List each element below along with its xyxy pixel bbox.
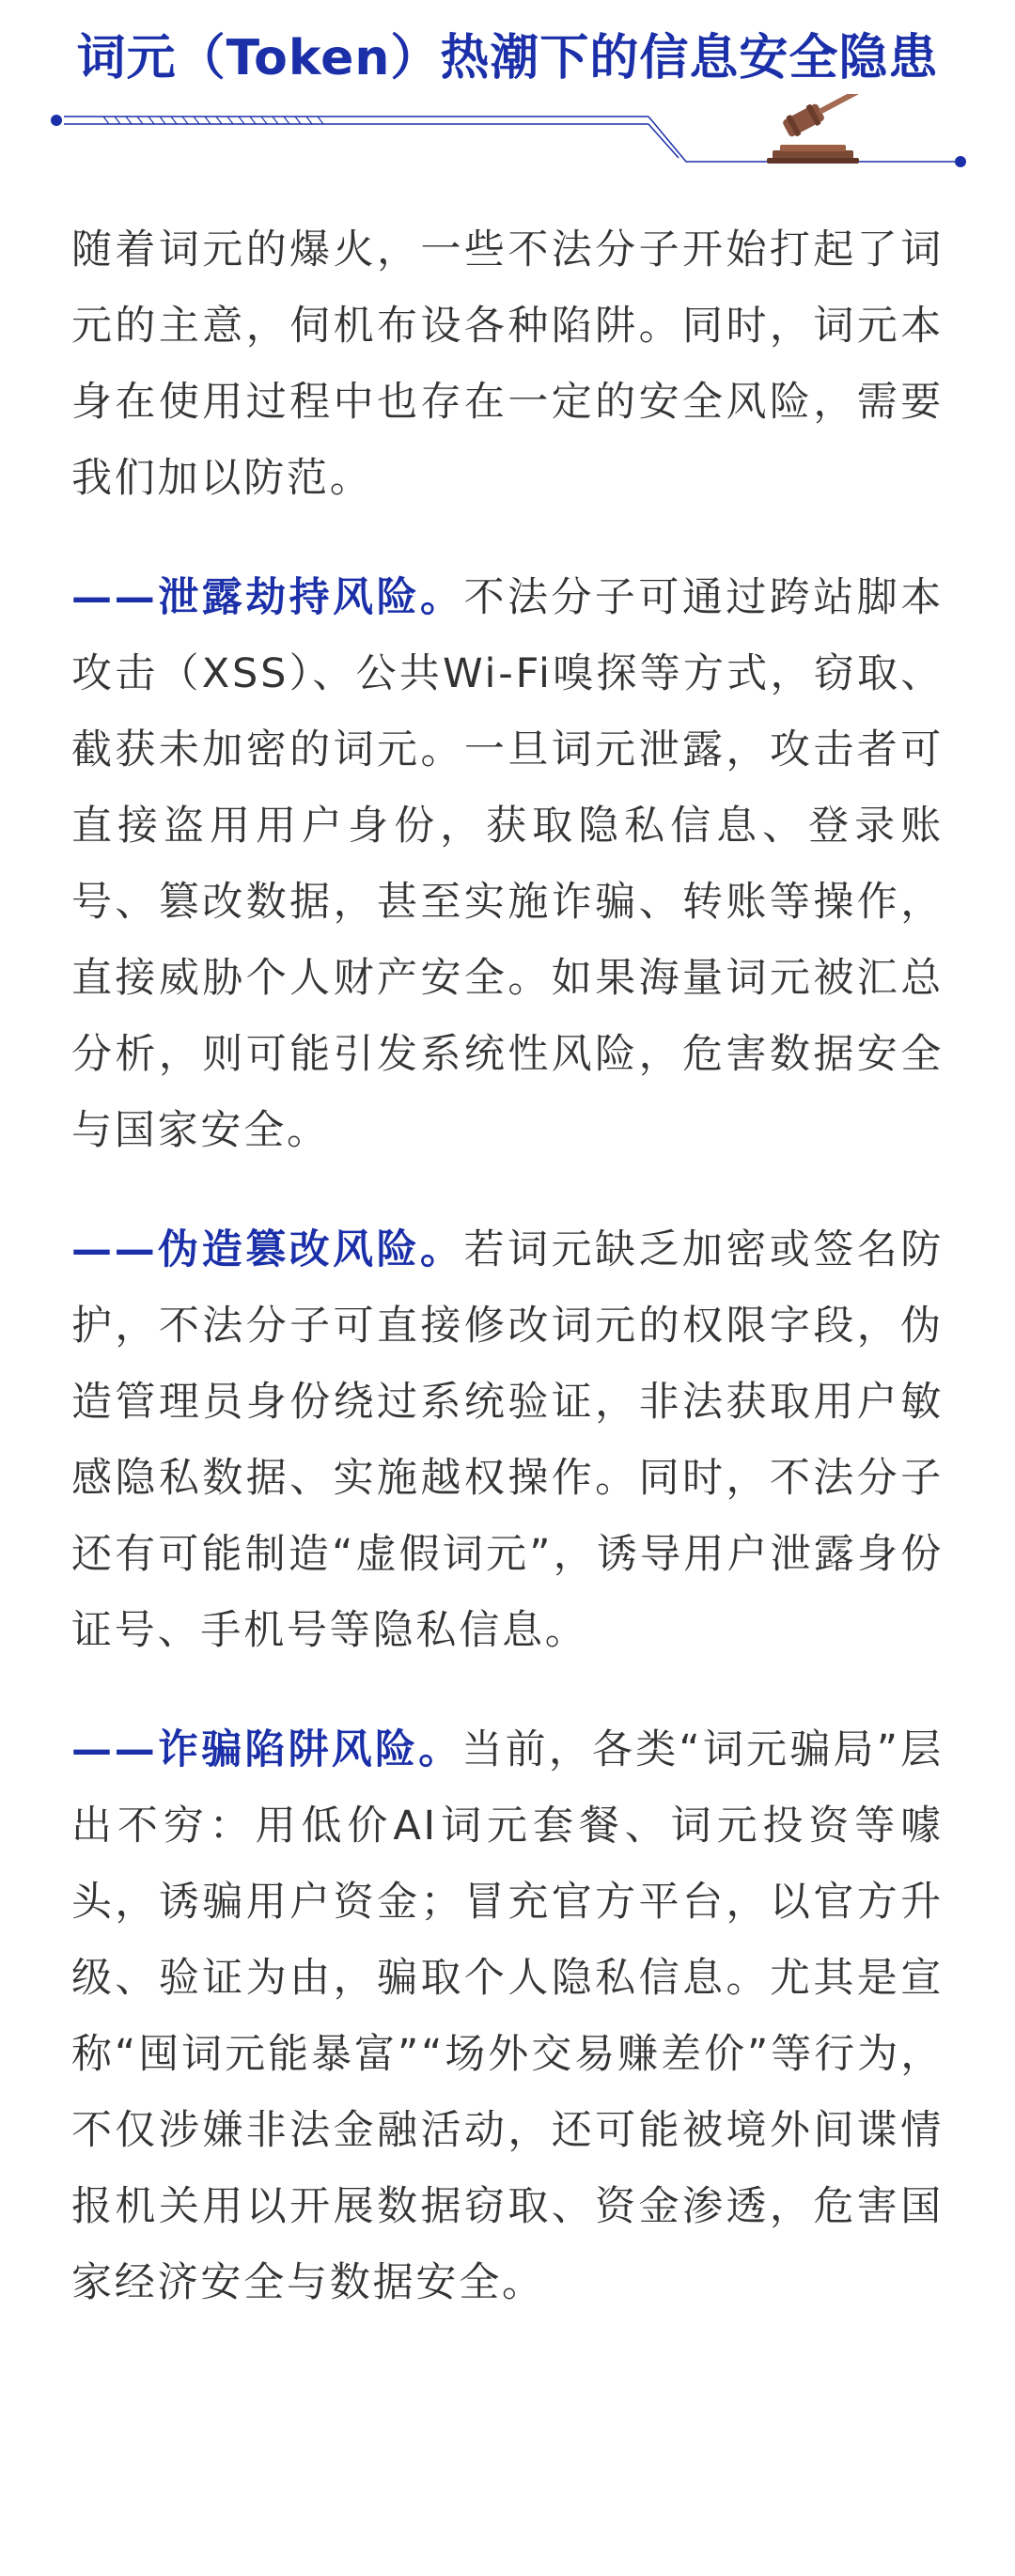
article-body [71, 212, 944, 2321]
section-heading: ——伪造篡改风险。 [71, 1226, 464, 1273]
section-leak-hijack [71, 560, 944, 1169]
gavel-icon [752, 94, 874, 169]
article-header [0, 0, 1015, 179]
section-text: 若词元缺乏加密或签名防护，不法分子可直接修改词元的权限字段，伪造管理员身份绕过系统验证，非法获取用户敏感隐私数据、实施越权操作。同时，不法分子还有可能制造“虚假词元”，诱导用户泄露身份证号、手机号等隐私信息。 [71, 1226, 944, 1654]
section-heading: ——泄露劫持风险。 [71, 574, 464, 621]
section-text: 当前，各类“词元骗局”层出不穷：用低价AI词元套餐、词元投资等噱头，诱骗用户资金；冒充官方平台，以官方升级、验证为由，骗取个人隐私信息。尤其是宣称“囤词元能暴富”“场外交易赚差价”等行为，不仅涉嫌非法金融活动，还可能被境外间谍情报机关用以开展数据窃取、资金渗透，危害国家经济安全与数据安全。 [71, 1726, 944, 2306]
page-title: 词元（Token）热潮下的信息安全隐患 [76, 30, 939, 86]
section-heading: ——诈骗陷阱风险。 [71, 1726, 462, 1773]
section-forgery-tamper [71, 1212, 944, 1669]
section-fraud-trap [71, 1712, 944, 2321]
intro-paragraph: 随着词元的爆火，一些不法分子开始打起了词元的主意，伺机布设各种陷阱。同时，词元本身在使用过程中也存在一定的安全风险，需要我们加以防范。 [71, 226, 944, 502]
section-text: 不法分子可通过跨站脚本攻击（XSS）、公共Wi-Fi嗅探等方式，窃取、截获未加密的词元。一旦词元泄露，攻击者可直接盗用用户身份，获取隐私信息、登录账号、篡改数据，甚至实施诈骗、转账等操作，直接威胁个人财产安全。如果海量词元被汇总分析，则可能引发系统性风险，危害数据安全与国家安全。 [71, 574, 944, 1154]
